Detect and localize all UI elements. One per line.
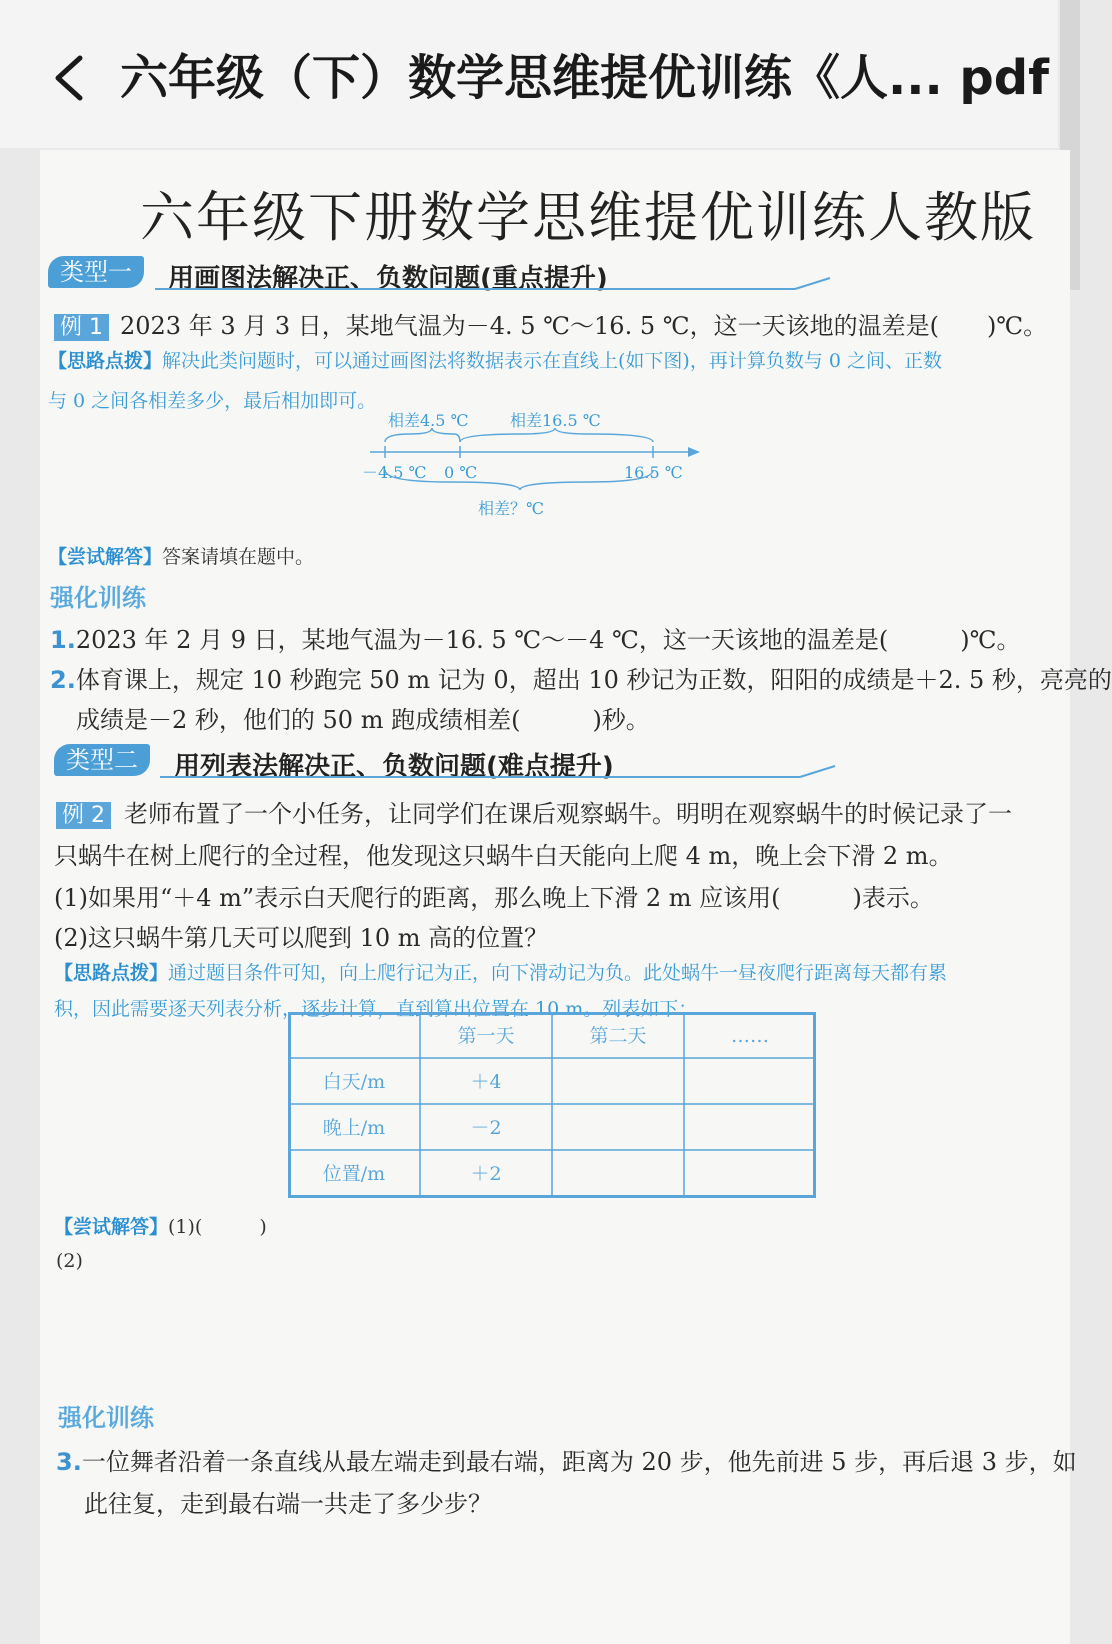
question3-line2: 此往复，走到最右端一共走了多少步？ bbox=[84, 1490, 492, 1518]
question1-text: 2023 年 2 月 9 日，某地气温为－16. 5 ℃～－4 ℃，这一天该地的温差是( )℃。 bbox=[75, 626, 1021, 654]
question1 bbox=[50, 620, 1020, 655]
try2-label: 【尝试解答】 bbox=[54, 1216, 169, 1238]
table-row-position-value: ＋2 bbox=[470, 1163, 502, 1185]
example1-badge: 例 1 bbox=[54, 314, 109, 341]
question1-number: 1. bbox=[50, 626, 76, 654]
try1-label: 【尝试解答】 bbox=[48, 546, 163, 568]
question3-number: 3. bbox=[56, 1448, 82, 1476]
hint1-line2: 与 0 之间各相差多少，最后相加即可。 bbox=[48, 390, 377, 412]
example2-line1: 老师布置了一个小任务，让同学们在课后观察蜗牛。明明在观察蜗牛的时候记录了一 bbox=[124, 800, 1012, 828]
hint1-line1 bbox=[48, 346, 942, 373]
hint1-text1: 解决此类问题时，可以通过画图法将数据表示在直线上(如下图)，再计算负数与 0 之间、正数 bbox=[162, 350, 943, 372]
type1-underline bbox=[155, 276, 835, 292]
document-title: 六年级下册数学思维提优训练人教版 bbox=[140, 186, 1036, 249]
table-row-position-label: 位置/m bbox=[322, 1163, 386, 1185]
hint1-label: 【思路点拨】 bbox=[48, 350, 163, 372]
tick-neg-label: －4.5 ℃ bbox=[362, 463, 427, 482]
table-header-day1: 第一天 bbox=[457, 1025, 515, 1047]
diff-left-label: 相差4.5 ℃ bbox=[388, 411, 469, 430]
table-row-day-value: ＋4 bbox=[470, 1071, 502, 1093]
table-row-day-label: 白天/m bbox=[322, 1071, 386, 1093]
example1-text: 2023 年 3 月 3 日，某地气温为－4. 5 ℃～16. 5 ℃，这一天该地的温差是( )℃。 bbox=[120, 312, 1048, 340]
brace-left bbox=[385, 428, 460, 442]
hint2-text1: 通过题目条件可知，向上爬行记为正，向下滑动记为负。此处蜗牛一昼夜爬行距离每天都有累 bbox=[168, 962, 948, 984]
drill1-title: 强化训练 bbox=[50, 584, 146, 612]
axis-arrow bbox=[688, 447, 700, 457]
type2-underline bbox=[160, 764, 840, 780]
example2-badge-wrap bbox=[56, 798, 111, 829]
hint2-line1 bbox=[54, 958, 947, 985]
example2-line2: 只蜗牛在树上爬行的全过程，他发现这只蜗牛白天能向上爬 4 m，晚上会下滑 2 m。 bbox=[54, 842, 953, 870]
question3-line1 bbox=[56, 1442, 1077, 1477]
question3-text1: 一位舞者沿着一条直线从最左端走到最右端，距离为 20 步，他先前进 5 步，再后退 3 步，如 bbox=[81, 1448, 1077, 1476]
hint2-line2: 积，因此需要逐天列表分析，逐步计算，直到算出位置在 10 m。列表如下： bbox=[54, 998, 698, 1020]
example1-badge-wrap bbox=[54, 310, 109, 341]
table-row-night-value: －2 bbox=[470, 1117, 502, 1139]
example2-badge: 例 2 bbox=[56, 802, 111, 829]
back-arrow-icon[interactable] bbox=[48, 52, 92, 104]
type2-badge: 类型二 bbox=[54, 744, 150, 776]
example2-sub2: (2)这只蜗牛第几天可以爬到 10 m 高的位置？ bbox=[54, 924, 549, 952]
question2-number: 2. bbox=[50, 666, 76, 694]
question2-line1 bbox=[50, 660, 1112, 695]
hint2-label: 【思路点拨】 bbox=[54, 962, 169, 984]
question2-text1: 体育课上，规定 10 秒跑完 50 m 记为 0，超出 10 秒记为正数，阳阳的成绩是＋2. 5 秒，亮亮的 bbox=[75, 666, 1112, 694]
question2-line2: 成绩是－2 秒，他们的 50 m 跑成绩相差( )秒。 bbox=[76, 706, 650, 734]
total-diff-label: 相差？℃ bbox=[478, 499, 544, 518]
type2-title: 用列表法解决正、负数问题(难点提升) bbox=[174, 752, 614, 782]
type1-title: 用画图法解决正、负数问题(重点提升) bbox=[168, 264, 608, 294]
tick-zero-label: 0 ℃ bbox=[444, 463, 478, 482]
type1-header bbox=[48, 252, 144, 287]
top-bar bbox=[0, 0, 1058, 148]
try1-text: 答案请填在题中。 bbox=[162, 546, 315, 568]
snail-table bbox=[288, 1012, 816, 1198]
file-title: 六年级（下）数学思维提优训练《人... pdf bbox=[120, 50, 1050, 106]
type2-header bbox=[54, 740, 150, 775]
try2-part2: (2) bbox=[56, 1250, 83, 1272]
number-line-diagram bbox=[362, 411, 730, 522]
try2-part1: (1)( ) bbox=[168, 1216, 267, 1238]
table-header-day2: 第二天 bbox=[589, 1025, 647, 1047]
type1-badge: 类型一 bbox=[48, 256, 144, 288]
try2-line bbox=[54, 1212, 267, 1239]
example2-sub1: (1)如果用“＋4 m”表示白天爬行的距离，那么晚上下滑 2 m 应该用( )表示。 bbox=[54, 884, 934, 912]
tick-pos-label: 16.5 ℃ bbox=[624, 463, 683, 482]
drill2-title: 强化训练 bbox=[58, 1404, 154, 1432]
diff-right-label: 相差16.5 ℃ bbox=[510, 411, 601, 430]
table-header-more: …… bbox=[731, 1025, 769, 1047]
table-row-night-label: 晚上/m bbox=[322, 1117, 386, 1139]
brace-right bbox=[460, 428, 653, 442]
try1-line bbox=[48, 542, 314, 569]
